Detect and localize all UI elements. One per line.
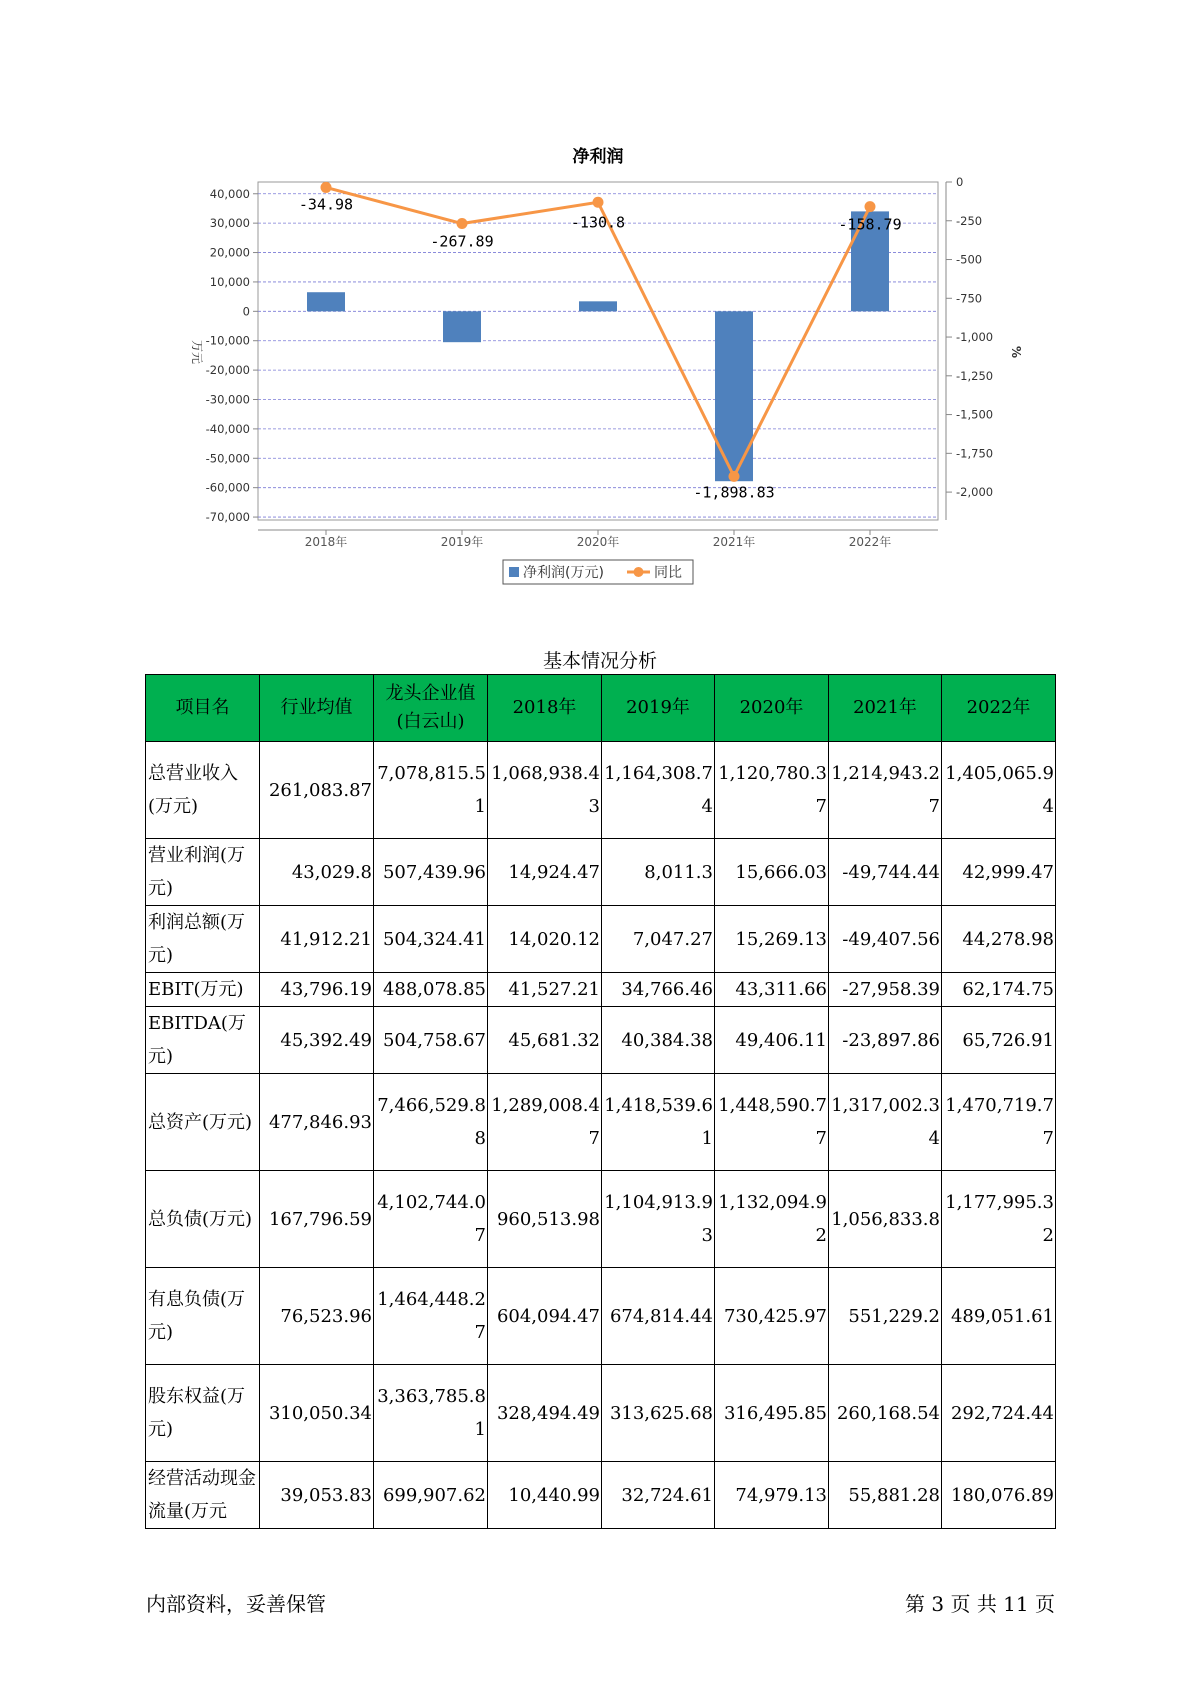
table-cell: 167,796.59 xyxy=(260,1171,374,1268)
table-cell: 40,384.38 xyxy=(602,1007,715,1074)
yoy-point xyxy=(593,197,604,208)
table-cell: 316,495.85 xyxy=(715,1365,829,1462)
x-tick-label: 2022年 xyxy=(848,535,892,549)
y-tick-label: -40,000 xyxy=(205,421,250,436)
table-cell: 1,068,938.43 xyxy=(488,742,602,839)
y2-axis-label: % xyxy=(1009,345,1023,359)
table-caption: 基本情况分析 xyxy=(542,650,657,672)
row-label: 总负债(万元) xyxy=(146,1171,260,1268)
table-cell: 43,796.19 xyxy=(260,973,374,1007)
table-row xyxy=(146,1074,1056,1171)
header-cell: 2018年 xyxy=(488,675,602,742)
y2-tick-label: -1,750 xyxy=(956,446,994,461)
table-cell: 1,405,065.94 xyxy=(942,742,1056,839)
y2-tick-label: -250 xyxy=(956,213,983,228)
yoy-point xyxy=(321,182,332,193)
table-cell: 313,625.68 xyxy=(602,1365,715,1462)
table-row xyxy=(146,839,1056,906)
y2-tick-label: 0 xyxy=(956,175,964,189)
basic-analysis-table xyxy=(145,674,1056,1529)
header-cell: 2022年 xyxy=(942,675,1056,742)
row-label: EBIT(万元) xyxy=(146,973,260,1007)
table-cell: 1,317,002.34 xyxy=(829,1074,942,1171)
table-cell: 1,132,094.92 xyxy=(715,1171,829,1268)
table-cell: 34,766.46 xyxy=(602,973,715,1007)
table-cell: 489,051.61 xyxy=(942,1268,1056,1365)
header-cell: 项目名 xyxy=(146,675,260,742)
y-tick-label: 20,000 xyxy=(209,245,250,260)
row-label: 总营业收入(万元) xyxy=(146,742,260,839)
table-cell: 1,177,995.32 xyxy=(942,1171,1056,1268)
table-cell: 14,020.12 xyxy=(488,906,602,973)
table-cell: 41,912.21 xyxy=(260,906,374,973)
table-row xyxy=(146,1365,1056,1462)
table-cell: 10,440.99 xyxy=(488,1462,602,1529)
y2-tick-label: -1,500 xyxy=(956,407,994,422)
x-tick-label: 2020年 xyxy=(576,535,620,549)
y-tick-label: 30,000 xyxy=(209,216,250,231)
header-cell: 行业均值 xyxy=(260,675,374,742)
point-label: -34.98 xyxy=(298,195,354,214)
table-cell: 1,120,780.37 xyxy=(715,742,829,839)
footer-page-number: 第 3 页 共 11 页 xyxy=(905,1592,1055,1616)
table-row xyxy=(146,1268,1056,1365)
table-cell: 1,448,590.77 xyxy=(715,1074,829,1171)
table-cell: 1,056,833.8 xyxy=(829,1171,942,1268)
y2-tick-label: -2,000 xyxy=(956,485,994,500)
legend-bar-swatch xyxy=(509,567,519,577)
table-row xyxy=(146,973,1056,1007)
table-cell: 1,470,719.77 xyxy=(942,1074,1056,1171)
yoy-point xyxy=(729,471,740,482)
footer-confidential-note: 内部资料，妥善保管 xyxy=(146,1592,326,1616)
table-cell: 43,029.8 xyxy=(260,839,374,906)
y-tick-label: -50,000 xyxy=(205,451,250,466)
table-cell: 4,102,744.07 xyxy=(374,1171,488,1268)
table-header-row xyxy=(146,675,1056,742)
table-cell: 74,979.13 xyxy=(715,1462,829,1529)
legend-bar-label: 净利润(万元) xyxy=(523,565,604,581)
table-cell: 14,924.47 xyxy=(488,839,602,906)
y-tick-label: -30,000 xyxy=(205,392,250,407)
table-row xyxy=(146,1462,1056,1529)
y2-tick-label: -500 xyxy=(956,252,983,267)
point-label: -130.8 xyxy=(570,213,626,232)
table-cell: 3,363,785.81 xyxy=(374,1365,488,1462)
y2-tick-label: -1,000 xyxy=(956,330,994,345)
table-cell: 55,881.28 xyxy=(829,1462,942,1529)
table-cell: 1,214,943.27 xyxy=(829,742,942,839)
bar xyxy=(579,301,617,311)
table-cell: -23,897.86 xyxy=(829,1007,942,1074)
table-cell: 730,425.97 xyxy=(715,1268,829,1365)
row-label: EBITDA(万元) xyxy=(146,1007,260,1074)
table-cell: 477,846.93 xyxy=(260,1074,374,1171)
table-cell: 41,527.21 xyxy=(488,973,602,1007)
table-cell: 44,278.98 xyxy=(942,906,1056,973)
table-cell: 15,666.03 xyxy=(715,839,829,906)
yoy-point xyxy=(865,201,876,212)
row-label: 利润总额(万元) xyxy=(146,906,260,973)
header-cell: 2020年 xyxy=(715,675,829,742)
y-tick-label: 0 xyxy=(242,304,250,319)
yoy-point xyxy=(457,218,468,229)
bar xyxy=(307,292,345,311)
y2-tick-label: -750 xyxy=(956,291,983,306)
table-cell: 7,078,815.51 xyxy=(374,742,488,839)
net-profit-chart xyxy=(0,0,1191,600)
header-cell: 2019年 xyxy=(602,675,715,742)
table-cell: 62,174.75 xyxy=(942,973,1056,1007)
table-row xyxy=(146,1007,1056,1074)
point-label: -158.79 xyxy=(838,215,902,234)
table-cell: 504,324.41 xyxy=(374,906,488,973)
x-tick-label: 2019年 xyxy=(440,535,484,549)
table-cell: 604,094.47 xyxy=(488,1268,602,1365)
table-cell: 43,311.66 xyxy=(715,973,829,1007)
table-cell: 260,168.54 xyxy=(829,1365,942,1462)
chart-title: 净利润 xyxy=(572,147,624,167)
y-tick-label: -10,000 xyxy=(205,333,250,348)
table-cell: 42,999.47 xyxy=(942,839,1056,906)
table-cell: 504,758.67 xyxy=(374,1007,488,1074)
point-label: -1,898.83 xyxy=(693,483,775,502)
table-cell: 45,392.49 xyxy=(260,1007,374,1074)
y2-tick-label: -1,250 xyxy=(956,368,994,383)
table-cell: 76,523.96 xyxy=(260,1268,374,1365)
y-tick-label: 10,000 xyxy=(209,274,250,289)
bar xyxy=(443,311,481,342)
x-tick-label: 2021年 xyxy=(712,535,756,549)
table-cell: -49,407.56 xyxy=(829,906,942,973)
table-cell: 1,104,913.93 xyxy=(602,1171,715,1268)
table-row xyxy=(146,742,1056,839)
table-cell: 180,076.89 xyxy=(942,1462,1056,1529)
table-cell: 310,050.34 xyxy=(260,1365,374,1462)
row-label: 有息负债(万元) xyxy=(146,1268,260,1365)
row-label: 总资产(万元) xyxy=(146,1074,260,1171)
x-tick-label: 2018年 xyxy=(304,535,348,549)
table-cell: 1,164,308.74 xyxy=(602,742,715,839)
header-cell: 龙头企业值(白云山) xyxy=(374,675,488,742)
table-cell: 65,726.91 xyxy=(942,1007,1056,1074)
table-cell: 261,083.87 xyxy=(260,742,374,839)
table-cell: 507,439.96 xyxy=(374,839,488,906)
table-cell: 1,289,008.47 xyxy=(488,1074,602,1171)
y-tick-label: 40,000 xyxy=(209,186,250,201)
row-label: 股东权益(万元) xyxy=(146,1365,260,1462)
row-label: 营业利润(万元) xyxy=(146,839,260,906)
table-cell: 328,494.49 xyxy=(488,1365,602,1462)
header-cell: 2021年 xyxy=(829,675,942,742)
table-cell: 49,406.11 xyxy=(715,1007,829,1074)
table-cell: 960,513.98 xyxy=(488,1171,602,1268)
y-tick-label: -60,000 xyxy=(205,480,250,495)
legend-line-label: 同比 xyxy=(654,565,682,581)
table-cell: 45,681.32 xyxy=(488,1007,602,1074)
y-axis-label: 万元 xyxy=(190,339,204,365)
table-cell: 292,724.44 xyxy=(942,1365,1056,1462)
table-cell: 39,053.83 xyxy=(260,1462,374,1529)
table-row xyxy=(146,906,1056,973)
point-label: -267.89 xyxy=(430,232,494,251)
table-cell: 551,229.2 xyxy=(829,1268,942,1365)
table-cell: 488,078.85 xyxy=(374,973,488,1007)
y-tick-label: -20,000 xyxy=(205,363,250,378)
table-cell: 699,907.62 xyxy=(374,1462,488,1529)
row-label: 经营活动现金流量(万元 xyxy=(146,1462,260,1529)
table-cell: -27,958.39 xyxy=(829,973,942,1007)
table-cell: 674,814.44 xyxy=(602,1268,715,1365)
table-cell: -49,744.44 xyxy=(829,839,942,906)
plot-frame xyxy=(258,182,938,520)
legend-line-marker xyxy=(634,567,644,577)
table-cell: 1,418,539.61 xyxy=(602,1074,715,1171)
table-cell: 1,464,448.27 xyxy=(374,1268,488,1365)
table-cell: 7,466,529.88 xyxy=(374,1074,488,1171)
table-cell: 15,269.13 xyxy=(715,906,829,973)
table-row xyxy=(146,1171,1056,1268)
table-cell: 32,724.61 xyxy=(602,1462,715,1529)
bar xyxy=(715,311,753,481)
table-cell: 8,011.3 xyxy=(602,839,715,906)
table-cell: 7,047.27 xyxy=(602,906,715,973)
y-tick-label: -70,000 xyxy=(205,510,250,525)
